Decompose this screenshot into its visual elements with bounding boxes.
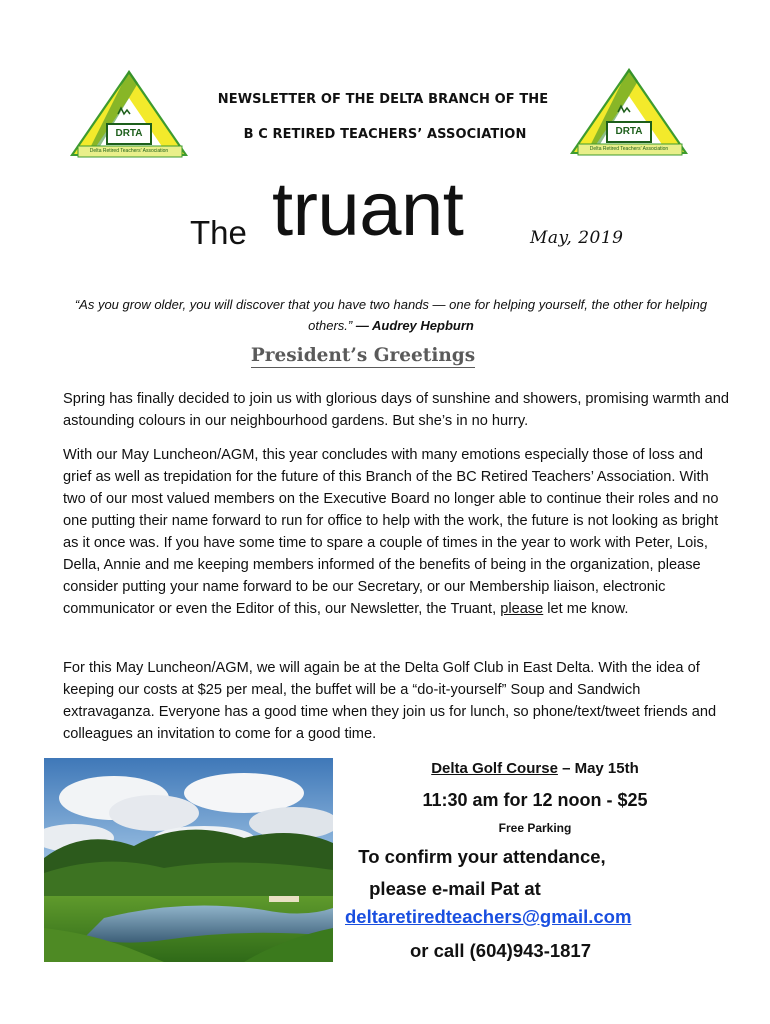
masthead-title: truant xyxy=(272,167,464,252)
event-date: – May 15th xyxy=(557,760,639,777)
logo-text-left: DRTA xyxy=(115,128,143,139)
paragraph-spring: Spring has finally decided to join us with glorious days of sunshine and showers, promising warmth and astounding colours in our neighbourhood gardens. But she’s in no hurry. xyxy=(63,391,729,429)
newsletter-header-line2: B C RETIRED TEACHERS’ ASSOCIATION xyxy=(243,127,527,142)
section-heading: President’s Greetings xyxy=(250,345,476,366)
quote-text: “As you grow older, you will discover that you have two hands — one for helping yourself, the other for helping others.” xyxy=(74,297,708,333)
quote-author: — Audrey Hepburn xyxy=(355,318,474,333)
logo-subtext-left: Delta Retired Teachers' Association xyxy=(89,148,169,154)
masthead-the: The xyxy=(190,214,247,251)
contact-email-link[interactable]: deltaretiredteachers@gmail.com xyxy=(345,906,632,927)
email-prompt: please e-mail Pat at xyxy=(369,878,541,899)
golf-course-photo xyxy=(44,758,333,962)
event-venue-line xyxy=(340,760,730,777)
logo-text-right: DRTA xyxy=(615,126,643,137)
epigraph-quote xyxy=(58,294,724,336)
contact-phone: or call (604)943-1817 xyxy=(410,940,592,961)
event-time-price: 11:30 am for 12 noon - $25 xyxy=(422,790,648,810)
logo-subtext-right: Delta Retired Teachers' Association xyxy=(589,146,669,152)
drta-logo-left xyxy=(68,68,190,160)
event-parking: Free Parking xyxy=(498,821,572,835)
drta-logo-right xyxy=(568,66,690,158)
venue-name: Delta Golf Course xyxy=(431,760,558,777)
paragraph-luncheon-agm: With our May Luncheon/AGM, this year concludes with many emotions especially those of loss and grief as well as trepidation for the future of this Branch of the BC Retired Teachers’ Association. With two of our most valued members on the Executive Board no longer able to continue their roles and no one putting their name forward to run for office to help with the work, the future is not looking as bright as it once was. If you have some time to spare a couple of times in the year to work with Peter, Lois, Della, Annie and me keeping members informed of the benefits of being in the organization, please consider putting your name forward to be our Secretary, or our Membership liaison, electronic communicator or even the Editor of this, our Newsletter, the Truant, please let me know. xyxy=(63,447,719,617)
newsletter-header-line1: NEWSLETTER OF THE DELTA BRANCH OF THE xyxy=(217,92,549,107)
confirm-attendance-text: To confirm your attendance, xyxy=(358,846,606,867)
please-underlined: please xyxy=(500,601,544,617)
issue-date: May, 2019 xyxy=(530,228,624,248)
paragraph-golf-club: For this May Luncheon/AGM, we will again be at the Delta Golf Club in East Delta. With the idea of keeping our costs at $25 per meal, the buffet will be a “do-it-yourself” Soup and Sandwich extravaganza. Everyone has a good time when they join us for lunch, so phone/text/tweet friends and colleagues an invitation to come for a good time. xyxy=(63,660,717,742)
